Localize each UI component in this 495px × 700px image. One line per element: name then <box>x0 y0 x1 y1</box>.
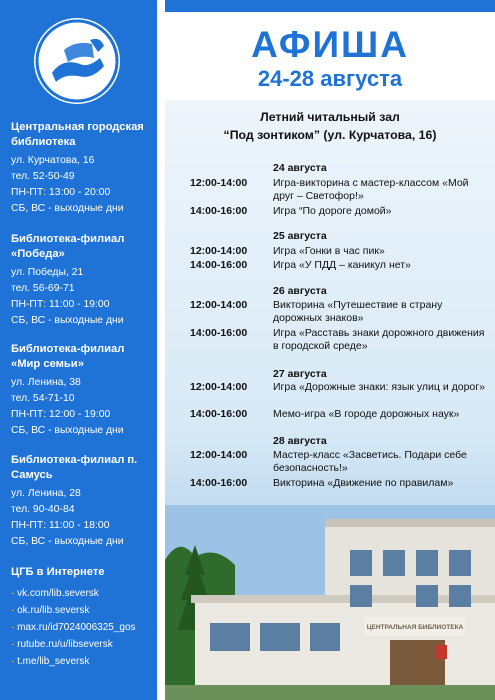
library-phone: тел. 90-40-84 <box>11 504 75 515</box>
divider <box>157 0 165 700</box>
library-hours-weekend: СБ, ВС - выходные дни <box>11 203 124 214</box>
library-hours-weekend: СБ, ВС - выходные дни <box>11 425 124 436</box>
ok-link[interactable]: · ok.ru/lib.seversk <box>11 602 153 619</box>
event-title: Игра «Расставь знаки дорожного движения в городской среде» <box>273 327 485 352</box>
day-date: 25 августа <box>273 230 327 242</box>
event-title: Игра-викторина с мастер-классом «Мой друг – Светофор!» <box>273 177 469 202</box>
day-date: 26 августа <box>273 285 327 297</box>
event-title: Мемо-игра «В городе дорожных наук» <box>273 408 460 420</box>
library-address: ул. Ленина, 38 <box>11 377 81 388</box>
library-address: ул. Курчатова, 16 <box>11 155 95 166</box>
event-title: Викторина «Движение по правилам» <box>273 477 454 489</box>
venue-line2: “Под зонтиком” (ул. Курчатова, 16) <box>223 128 437 142</box>
building-roof <box>325 519 495 527</box>
internet-links <box>11 565 153 670</box>
poster-title: АФИША <box>251 24 409 65</box>
library-address: ул. Ленина, 28 <box>11 488 81 499</box>
event-title: Игра “По дороге домой» <box>273 205 392 217</box>
event-time: 12:00-14:00 <box>190 177 248 189</box>
library-building-photo <box>165 505 495 700</box>
library-name: Центральная городская библиотека <box>11 121 144 148</box>
library-hours-weekend: СБ, ВС - выходные дни <box>11 536 124 547</box>
day-date: 24 августа <box>273 162 327 174</box>
library-central <box>11 120 153 217</box>
library-name: Библиотека-филиал п. Самусь <box>11 454 138 481</box>
library-phone: тел. 56-69-71 <box>11 283 75 294</box>
library-name: Библиотека-филиал «Мир семьи» <box>11 343 125 370</box>
max-link[interactable]: · max.ru/id7024006325_gos <box>11 619 153 636</box>
day-date: 27 августа <box>273 368 327 380</box>
day-date: 28 августа <box>273 435 327 447</box>
internet-title: ЦГБ в Интернете <box>11 566 105 578</box>
venue-heading <box>165 108 495 144</box>
library-phone: тел. 54-71-10 <box>11 393 75 404</box>
book-hand-logo-icon <box>34 18 120 104</box>
event-title: Игра «Дорожные знаки: язык улиц и дорог» <box>273 381 485 393</box>
library-samus <box>11 453 153 550</box>
event-time: 14:00-16:00 <box>190 259 248 271</box>
library-hours-weekdays: ПН-ПТ: 11:00 - 18:00 <box>11 520 110 531</box>
event-time: 14:00-16:00 <box>190 205 248 217</box>
event-time: 14:00-16:00 <box>190 327 248 339</box>
rutube-link[interactable]: · rutube.ru/u/libseversk <box>11 636 153 653</box>
poster-dates: 24-28 августа <box>257 66 403 91</box>
telegram-link[interactable]: · t.me/lib_seversk <box>11 653 153 670</box>
library-mir-semyi <box>11 342 153 439</box>
event-time: 12:00-14:00 <box>190 449 248 461</box>
library-phone: тел. 52-50-49 <box>11 171 75 182</box>
ground <box>165 685 495 700</box>
library-hours-weekdays: ПН-ПТ: 13:00 - 20:00 <box>11 187 111 198</box>
library-hours-weekdays: ПН-ПТ: 11:00 - 19:00 <box>11 299 110 310</box>
event-title: Викторина «Путешествие в страну дорожных знаков» <box>273 299 443 324</box>
library-hours-weekdays: ПН-ПТ: 12:00 - 19:00 <box>11 409 111 420</box>
library-address: ул. Победы, 21 <box>11 267 84 278</box>
entrance-plaque <box>435 645 447 659</box>
event-time: 12:00-14:00 <box>190 381 248 393</box>
event-time: 12:00-14:00 <box>190 299 248 311</box>
sidebar <box>0 0 157 700</box>
event-title: Мастер-класс «Засветись. Подари себе безопасность!» <box>273 449 467 474</box>
event-title: Игра «У ПДД – каникул нет» <box>273 259 411 271</box>
event-time: 14:00-16:00 <box>190 408 248 420</box>
top-bar <box>165 0 495 12</box>
library-logo <box>34 18 120 104</box>
event-time: 12:00-14:00 <box>190 245 248 257</box>
event-time: 14:00-16:00 <box>190 477 248 489</box>
building-sign-text: ЦЕНТРАЛЬНАЯ БИБЛИОТЕКА <box>366 624 464 631</box>
vk-link[interactable]: · vk.com/lib.seversk <box>11 585 153 602</box>
venue-line1: Летний читальный зал <box>260 110 400 124</box>
library-hours-weekend: СБ, ВС - выходные дни <box>11 315 124 326</box>
event-title: Игра «Гонки в час пик» <box>273 245 385 257</box>
library-name: Библиотека-филиал «Победа» <box>11 233 125 260</box>
library-pobeda <box>11 232 153 329</box>
